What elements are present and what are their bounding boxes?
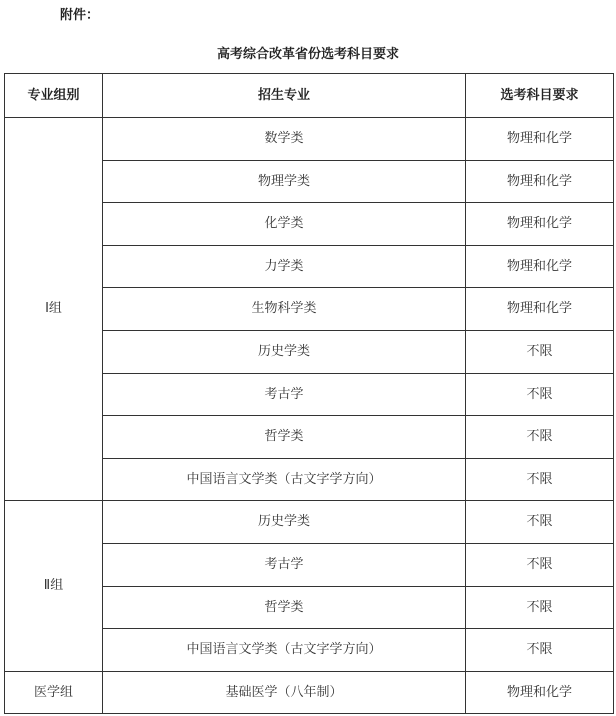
requirement-cell: 不限 <box>466 543 614 586</box>
major-cell: 考古学 <box>103 373 466 416</box>
major-cell: 物理学类 <box>103 160 466 203</box>
header-row <box>5 74 614 118</box>
requirement-cell: 物理和化学 <box>466 288 614 331</box>
requirement-cell: 不限 <box>466 416 614 459</box>
requirement-cell: 不限 <box>466 330 614 373</box>
major-cell: 考古学 <box>103 543 466 586</box>
major-cell: 数学类 <box>103 118 466 161</box>
requirement-cell: 物理和化学 <box>466 203 614 246</box>
document-title: 高考综合改革省份选考科目要求 <box>216 47 399 62</box>
requirement-cell: 不限 <box>466 501 614 544</box>
table-body <box>5 118 614 714</box>
header-major: 招生专业 <box>103 74 466 118</box>
requirement-cell: 物理和化学 <box>466 245 614 288</box>
requirement-cell: 物理和化学 <box>466 160 614 203</box>
header-requirement: 选考科目要求 <box>466 74 614 118</box>
requirement-cell: 不限 <box>466 629 614 672</box>
table-row <box>5 671 614 714</box>
requirement-cell: 物理和化学 <box>466 671 614 714</box>
major-cell: 历史学类 <box>103 330 466 373</box>
group-cell: Ⅰ组 <box>5 118 103 501</box>
table-header <box>5 74 614 118</box>
requirements-table <box>4 73 614 714</box>
major-cell: 历史学类 <box>103 501 466 544</box>
major-cell: 化学类 <box>103 203 466 246</box>
major-cell: 哲学类 <box>103 416 466 459</box>
major-cell: 中国语言文学类（古文字学方向） <box>103 629 466 672</box>
requirement-cell: 不限 <box>466 458 614 501</box>
major-cell: 生物科学类 <box>103 288 466 331</box>
requirement-cell: 不限 <box>466 586 614 629</box>
group-cell: Ⅱ组 <box>5 501 103 671</box>
major-cell: 力学类 <box>103 245 466 288</box>
attachment-label: 附件： <box>60 8 100 23</box>
major-cell: 哲学类 <box>103 586 466 629</box>
table-row <box>5 118 614 161</box>
major-cell: 中国语言文学类（古文字学方向） <box>103 458 466 501</box>
header-group: 专业组别 <box>5 74 103 118</box>
table-row <box>5 501 614 544</box>
requirement-cell: 物理和化学 <box>466 118 614 161</box>
requirement-cell: 不限 <box>466 373 614 416</box>
major-cell: 基础医学（八年制） <box>103 671 466 714</box>
group-cell: 医学组 <box>5 671 103 714</box>
